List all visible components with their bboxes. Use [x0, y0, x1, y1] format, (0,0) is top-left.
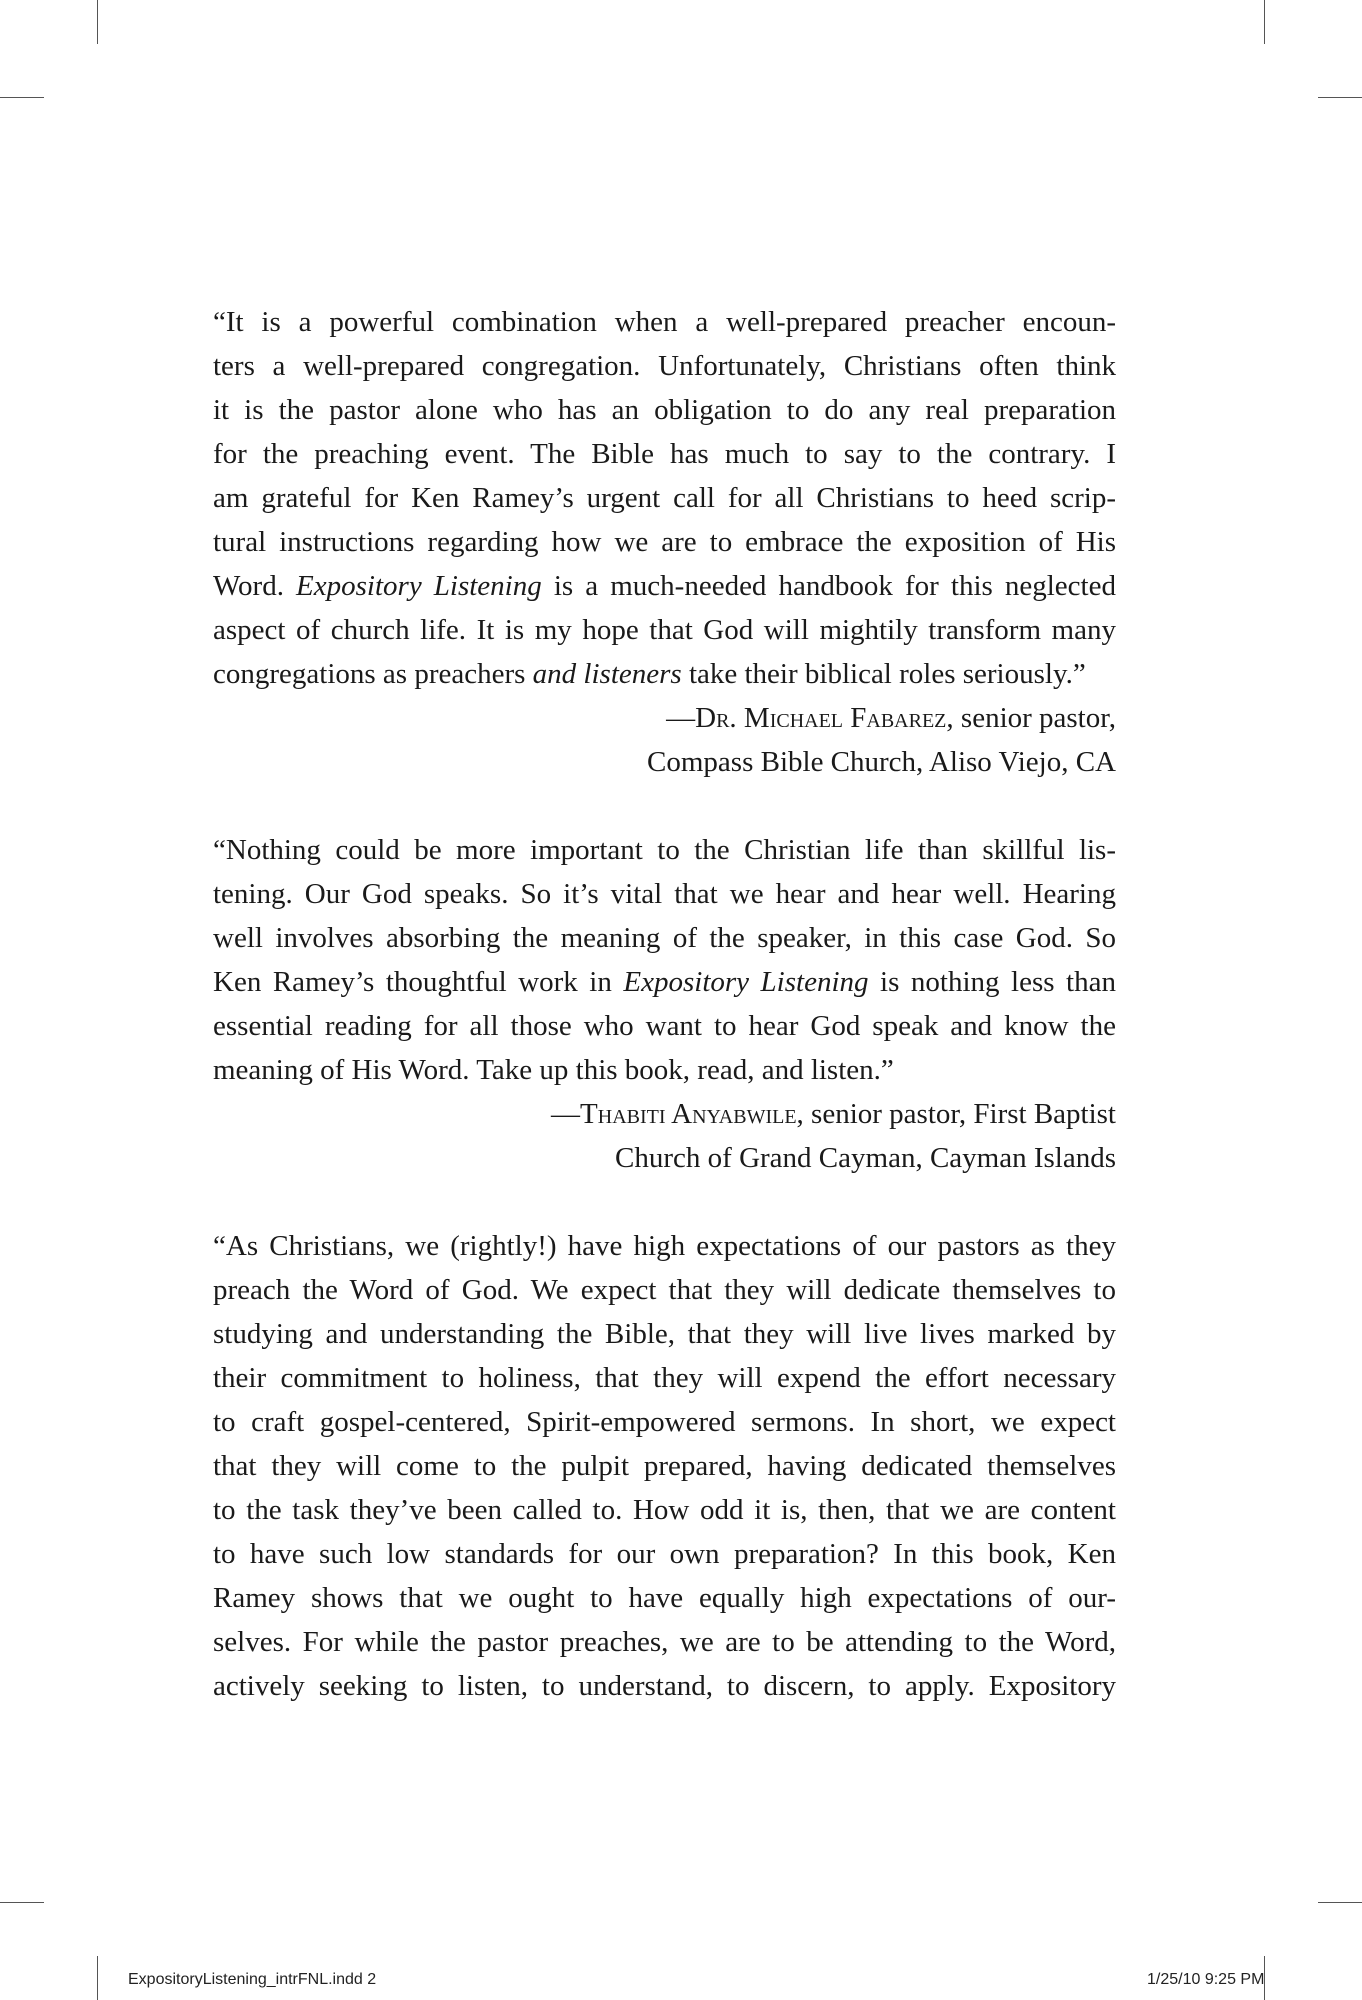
quote-line: preach the Word of God. We expect that they will dedicate themselves to [213, 1274, 1116, 1306]
quote-line: Ramey shows that we ought to have equally high expectations of our- [213, 1582, 1116, 1614]
quote-line: essential reading for all those who want to hear God speak and know the [213, 1010, 1116, 1042]
quote-line: to craft gospel-centered, Spirit-empowered sermons. In short, we expect [213, 1406, 1116, 1438]
endorsement-quote [213, 828, 1116, 1092]
endorser-name: Dr. Michael Fabarez [695, 702, 947, 734]
crop-mark-right-bottom [1318, 1902, 1362, 1903]
page-text [213, 300, 1116, 1752]
quote-line: congregations as preachers and listeners take their biblical roles seriously.” [213, 658, 1086, 690]
quote-line: to the task they’ve been called to. How odd it is, then, that we are content [213, 1494, 1116, 1526]
quote-line: aspect of church life. It is my hope that God will mightily transform many [213, 614, 1116, 646]
endorser-name: Thabiti Anyabwile [580, 1098, 797, 1130]
quote-line: it is the pastor alone who has an obligation to do any real preparation [213, 394, 1116, 426]
endorsement-3 [213, 1224, 1116, 1708]
crop-mark-right-top [1318, 97, 1362, 98]
quote-line: to have such low standards for our own preparation? In this book, Ken [213, 1538, 1116, 1570]
quote-line: tural instructions regarding how we are to embrace the exposition of His [213, 526, 1116, 558]
quote-line: actively seeking to listen, to understand, to discern, to apply. Expository [213, 1670, 1116, 1702]
endorsement-2 [213, 828, 1116, 1180]
crop-mark-top-left [97, 0, 98, 44]
crop-mark-bottom-left [97, 1956, 98, 2000]
quote-line: “As Christians, we (rightly!) have high expectations of our pastors as they [213, 1230, 1116, 1262]
endorsement-attribution: —Thabiti Anyabwile, senior pastor, First Baptist Church of Grand Cayman, Cayman Islands [551, 1098, 1116, 1174]
quote-line: Ken Ramey’s thoughtful work in Expository Listening is nothing less than [213, 966, 1116, 998]
quote-line: for the preaching event. The Bible has much to say to the contrary. I [213, 438, 1116, 470]
book-title: Expository Listening [296, 570, 542, 602]
quote-line: meaning of His Word. Take up this book, read, and listen.” [213, 1054, 894, 1086]
quote-line: “Nothing could be more important to the Christian life than skillful lis- [213, 834, 1116, 866]
quote-line: selves. For while the pastor preaches, we are to be attending to the Word, [213, 1626, 1116, 1658]
crop-mark-top-right [1264, 0, 1265, 44]
quote-line: Word. Expository Listening is a much-needed handbook for this neglected [213, 570, 1116, 602]
quote-line: that they will come to the pulpit prepared, having dedicated themselves [213, 1450, 1116, 1482]
endorsement-quote [213, 300, 1116, 696]
quote-line: well involves absorbing the meaning of the speaker, in this case God. So [213, 922, 1116, 954]
endorsement-attribution: —Dr. Michael Fabarez, senior pastor, Compass Bible Church, Aliso Viejo, CA [647, 702, 1116, 778]
quote-line: ters a well-prepared congregation. Unfortunately, Christians often think [213, 350, 1116, 382]
endorsement-quote [213, 1224, 1116, 1708]
quote-line: tening. Our God speaks. So it’s vital that we hear and hear well. Hearing [213, 878, 1116, 910]
slug-filename: ExpositoryListening_intrFNL.indd 2 [128, 1971, 377, 1988]
quote-line: studying and understanding the Bible, that they will live lives marked by [213, 1318, 1116, 1350]
book-title: Expository Listening [623, 966, 869, 998]
emphasis: and listeners [532, 658, 682, 690]
crop-mark-left-bottom [0, 1902, 44, 1903]
slug-datetime: 1/25/10 9:25 PM [1147, 1971, 1265, 1988]
quote-line: “It is a powerful combination when a well-prepared preacher encoun- [213, 306, 1116, 338]
quote-line: am grateful for Ken Ramey’s urgent call for all Christians to heed scrip- [213, 482, 1116, 514]
quote-line: their commitment to holiness, that they will expend the effort necessary [213, 1362, 1116, 1394]
crop-mark-left-top [0, 97, 44, 98]
endorsement-1 [213, 300, 1116, 784]
